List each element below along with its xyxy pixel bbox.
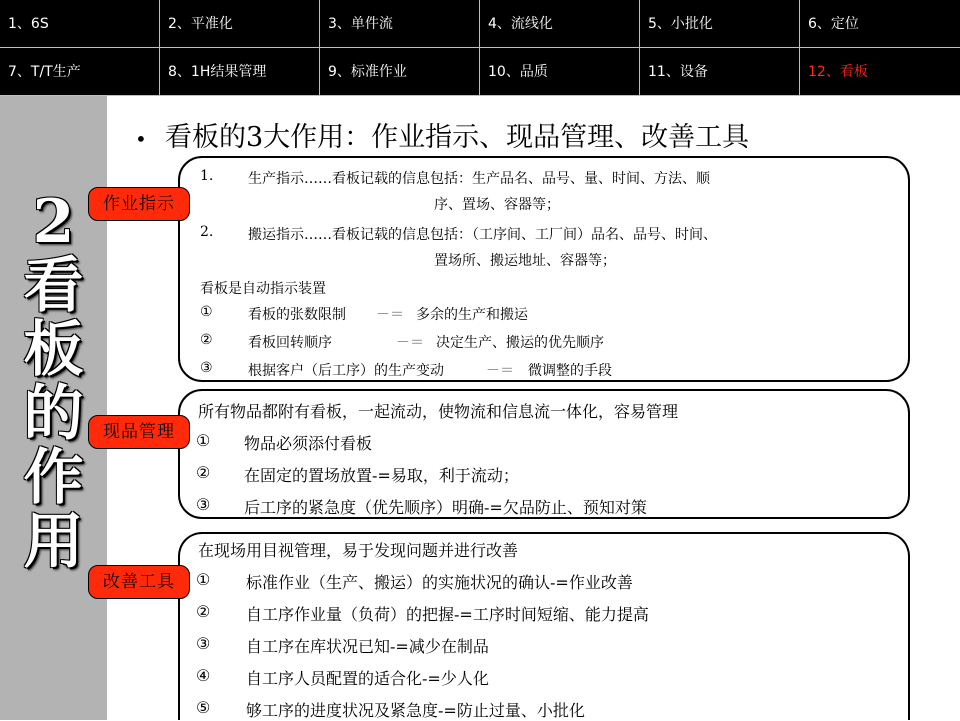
circled-number: ② [196,602,211,621]
circled-number: ③ [196,634,211,653]
nav-item-flow-line[interactable]: 4、流线化 [480,0,640,48]
circled-number: ③ [200,360,213,376]
heading-text: 看板的3大作用：作业指示、现品管理、改善工具 [165,122,750,153]
nav-item-tt-production[interactable]: 7、T/T生产 [0,48,160,96]
circled-number: ② [200,332,213,348]
bullet-icon: • [135,126,147,151]
nav-item-single-piece-flow[interactable]: 3、单件流 [320,0,480,48]
item-number: 2. [200,224,214,240]
inventory-point: 后工序的紧急度（优先顺序）明确-=欠品防止、预知对策 [244,498,647,517]
improvement-point: 自工序在库状况已知-=减少在制品 [246,637,489,656]
vertical-slide-title [0,187,107,577]
slide-heading [135,115,749,154]
nav-item-equipment[interactable]: 11、设备 [640,48,800,96]
circled-number: ⑤ [196,698,211,717]
nav-item-1h-result-management[interactable]: 8、1H结果管理 [160,48,320,96]
nav-item-standard-work[interactable]: 9、标准作业 [320,48,480,96]
transport-instruction-line: 搬运指示……看板记载的信息包括：（工序间、工厂间）品名、品号、时间、 [248,227,717,243]
circled-number: ① [200,304,213,320]
nav-row-1 [0,0,960,48]
auto-instruction-note: 看板是自动指示装置 [200,281,326,297]
tag-improvement-tool: 改善工具 [88,565,190,599]
rule-left: 看板回转顺序 [248,335,332,351]
rule-left: 根据客户（后工序）的生产变动 [248,363,444,379]
production-instruction-line-cont: 序、置场、容器等； [434,197,560,213]
improvement-point: 自工序人员配置的适合化-=少人化 [246,669,489,688]
inventory-intro: 所有物品都附有看板，一起流动，使物流和信息流一体化，容易管理 [198,402,679,421]
tag-work-instruction: 作业指示 [88,187,190,221]
rule-arrow: －＝ [396,335,424,351]
vertical-title-char: 用 [23,507,84,577]
circled-number: ② [196,463,211,482]
vertical-title-char: 的 [23,379,84,449]
improvement-point: 标准作业（生产、搬运）的实施状况的确认-=作业改善 [246,573,633,592]
transport-instruction-line-cont: 置场所、搬运地址、容器等； [434,253,616,269]
rule-left: 看板的张数限制 [248,307,346,323]
vertical-title-char: 2 [32,187,75,257]
rule-right: 微调整的手段 [528,363,612,379]
improvement-tool-box [178,532,910,720]
production-instruction-line: 生产指示……看板记载的信息包括：生产品名、品号、量、时间、方法、顺 [248,171,710,187]
work-instruction-box [178,156,910,382]
nav-item-positioning[interactable]: 6、定位 [800,0,960,48]
nav-item-leveling[interactable]: 2、平准化 [160,0,320,48]
rule-arrow: －＝ [376,307,404,323]
nav-item-kanban-active[interactable]: 12、看板 [800,48,960,96]
circled-number: ① [196,570,211,589]
vertical-title-char: 板 [23,315,84,385]
rule-arrow: －＝ [486,363,514,379]
vertical-title-char: 作 [23,443,84,513]
item-number: 1. [200,168,214,184]
nav-row-2 [0,48,960,96]
improvement-point: 够工序的进度状况及紧急度-=防止过量、小批化 [246,701,585,720]
rule-right: 多余的生产和搬运 [416,307,528,323]
rule-right: 决定生产、搬运的优先顺序 [436,335,604,351]
nav-item-quality[interactable]: 10、品质 [480,48,640,96]
improvement-intro: 在现场用目视管理，易于发现问题并进行改善 [198,541,519,560]
top-navigation [0,0,960,96]
inventory-point: 物品必须添付看板 [244,434,373,453]
inventory-point: 在固定的置场放置-=易取，利于流动； [244,466,519,485]
vertical-title-char: 看 [23,251,84,321]
circled-number: ① [196,431,211,450]
nav-item-small-batch[interactable]: 5、小批化 [640,0,800,48]
circled-number: ③ [196,495,211,514]
tag-inventory-management: 现品管理 [88,415,190,449]
improvement-point: 自工序作业量（负荷）的把握-=工序时间短缩、能力提高 [246,605,649,624]
inventory-management-box [178,389,910,519]
nav-item-6s[interactable]: 1、6S [0,0,160,48]
circled-number: ④ [196,666,211,685]
